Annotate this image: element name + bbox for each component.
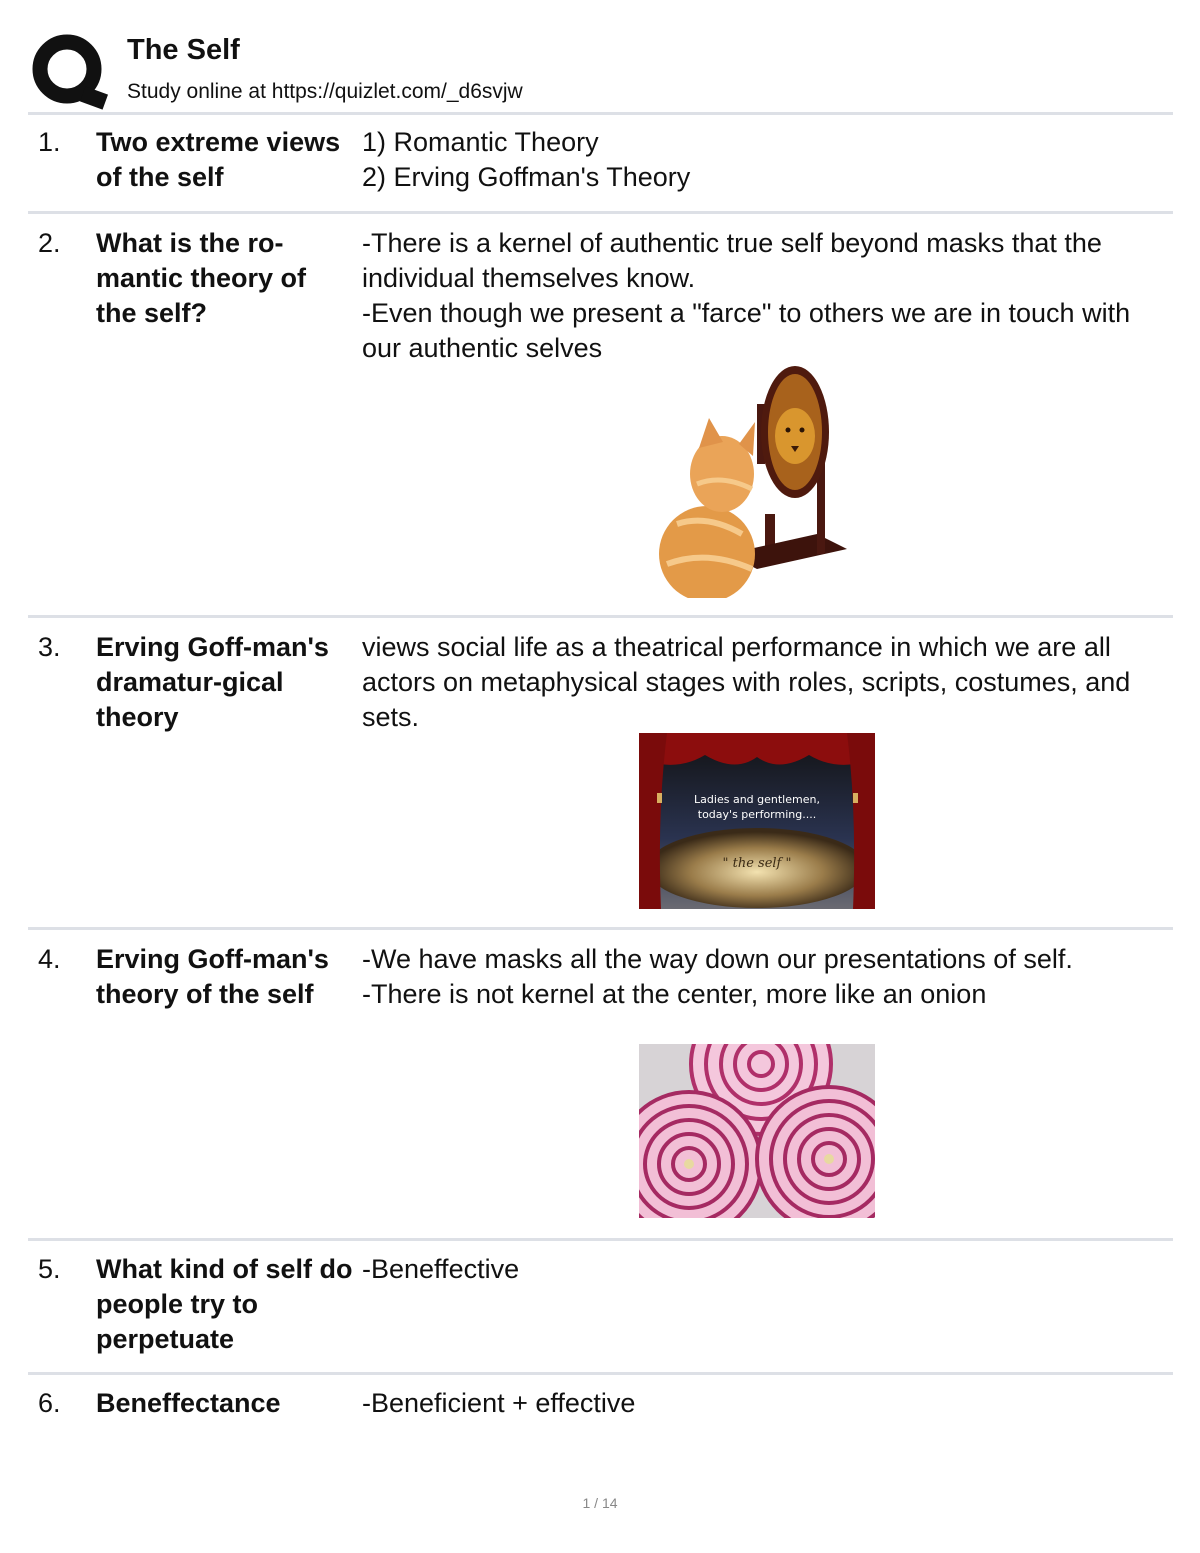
- card-definition: [362, 1252, 1172, 1287]
- card-number: 4.: [38, 944, 61, 974]
- card-number: 1.: [38, 127, 61, 157]
- definition-line: -We have masks all the way down our presentations of self.: [362, 944, 1073, 974]
- card-term: Erving Goff-man's dramatur-gical theory: [96, 632, 329, 732]
- card-definition: [362, 1386, 1172, 1421]
- card-definition: [362, 226, 1172, 366]
- divider: [28, 112, 1173, 115]
- definition-line: 2) Erving Goffman's Theory: [362, 162, 691, 192]
- header: [30, 28, 1172, 114]
- definition-line: views social life as a theatrical performance in which we are all actors on metaphysical stages with roles, scripts, costumes, and sets.: [362, 632, 1131, 732]
- quizlet-logo-icon: [30, 32, 108, 110]
- card-term: Two extreme views of the self: [96, 127, 341, 192]
- card-term: Erving Goff-man's theory of the self: [96, 944, 329, 1009]
- card-number: 2.: [38, 228, 61, 258]
- red-onion-image: [639, 1044, 875, 1218]
- stage-text-line1: Ladies and gentlemen,: [694, 793, 820, 806]
- divider: [28, 1372, 1173, 1375]
- card-term: What kind of self do people try to perpetuate: [96, 1254, 353, 1354]
- definition-line: -There is not kernel at the center, more like an onion: [362, 979, 987, 1009]
- definition-line: -There is a kernel of authentic true self beyond masks that the individual themselves know.: [362, 228, 1102, 293]
- study-link[interactable]: Study online at https://quizlet.com/_d6svjw: [127, 80, 523, 103]
- definition-line: -Beneficient + effective: [362, 1388, 636, 1418]
- definition-line: 1) Romantic Theory: [362, 127, 599, 157]
- card-term: Beneffectance: [96, 1388, 281, 1418]
- card-number: 3.: [38, 632, 61, 662]
- card-number: 6.: [38, 1388, 61, 1418]
- kitten-mirror-lion-image: [657, 364, 857, 598]
- card-term: What is the ro-mantic theory of the self?: [96, 228, 307, 328]
- stage-text-line3: " the self ": [722, 856, 792, 871]
- divider: [28, 927, 1173, 930]
- theatre-stage-image: [639, 733, 875, 909]
- divider: [28, 1238, 1173, 1241]
- card-definition: [362, 630, 1172, 735]
- stage-text-line2: today's performing....: [697, 808, 817, 821]
- page-number: 1 / 14: [582, 1495, 618, 1511]
- definition-line: -Even though we present a "farce" to others we are in touch with our authentic selves: [362, 298, 1131, 363]
- page-title: The Self: [127, 34, 240, 66]
- card-definition: [362, 125, 1172, 195]
- card-definition: [362, 942, 1172, 1012]
- divider: [28, 615, 1173, 618]
- divider: [28, 211, 1173, 214]
- definition-line: -Beneffective: [362, 1254, 520, 1284]
- card-number: 5.: [38, 1254, 61, 1284]
